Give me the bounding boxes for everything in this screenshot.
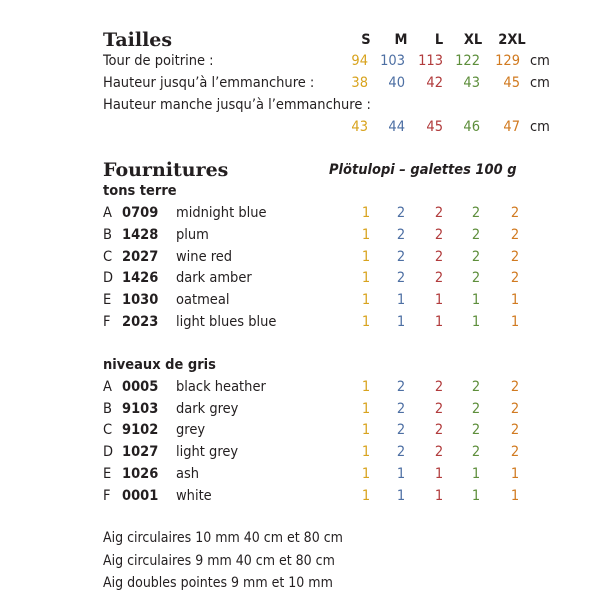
quantity: 1 [434,466,444,482]
unit-label: cm [530,53,550,69]
supplies-title: Fournitures [103,159,229,181]
unit-label: cm [530,75,550,91]
quantity: 1 [361,205,371,221]
quantity: 1 [471,314,481,330]
color-name: oatmeal [176,292,230,309]
size-header-2xl: 2XL [498,32,526,48]
quantity: 2 [510,205,520,221]
color-code: 0709 [122,205,159,221]
quantity: 1 [510,292,520,309]
size-row-label: Hauteur manche jusqu’à l’emmanchure : [103,97,371,113]
quantity: 2 [471,226,481,243]
color-name: plum [176,226,209,243]
color-name: grey [176,422,206,439]
group-heading: tons terre [103,183,177,199]
quantity: 1 [396,314,406,330]
size-value: 44 [388,119,405,135]
color-code: 0005 [122,378,159,395]
color-name: light blues blue [176,314,277,330]
quantity: 2 [471,270,481,287]
quantity: 2 [434,378,444,395]
quantity: 1 [396,292,406,309]
color-letter: D [103,444,114,461]
quantity: 1 [434,292,444,309]
color-letter: C [103,422,113,439]
quantity: 1 [471,487,481,504]
quantity: 1 [396,466,406,482]
color-letter: C [103,248,113,265]
color-code: 9103 [122,400,159,417]
unit-label: cm [530,119,550,135]
size-value: 42 [426,75,443,91]
size-value: 103 [380,53,405,69]
color-code: 1030 [122,292,159,309]
quantity: 2 [510,378,520,395]
size-value: 45 [503,75,520,91]
size-header-xl: XL [463,32,483,48]
quantity: 2 [471,205,481,221]
yarn-name: Plötulopi – galettes 100 g [329,162,517,178]
quantity: 2 [434,270,444,287]
quantity: 2 [434,400,444,417]
sizes-title: Tailles [103,29,173,51]
color-name: white [176,487,212,504]
size-row-label: Tour de poitrine : [103,53,214,69]
color-code: 9102 [122,422,159,439]
size-value: 43 [351,119,368,135]
size-value: 46 [463,119,480,135]
quantity: 2 [396,400,406,417]
color-code: 1027 [122,444,159,461]
quantity: 2 [396,248,406,265]
color-letter: F [103,314,111,330]
color-letter: A [103,205,112,221]
quantity: 1 [361,444,371,461]
quantity: 2 [396,444,406,461]
quantity: 2 [510,422,520,439]
quantity: 2 [434,422,444,439]
quantity: 2 [434,444,444,461]
needle-line: Aig circulaires 10 mm 40 cm et 80 cm [103,530,343,546]
color-name: dark grey [176,400,239,417]
quantity: 1 [361,422,371,439]
quantity: 2 [510,248,520,265]
quantity: 2 [396,422,406,439]
quantity: 1 [471,292,481,309]
group-heading: niveaux de gris [103,356,216,373]
size-header-s: S [361,32,371,48]
color-letter: B [103,400,112,417]
quantity: 1 [361,292,371,309]
color-name: dark amber [176,270,252,287]
quantity: 2 [434,248,444,265]
size-value: 129 [495,53,520,69]
quantity: 2 [471,378,481,395]
quantity: 1 [361,466,371,482]
quantity: 2 [471,400,481,417]
quantity: 2 [510,444,520,461]
size-value: 113 [418,53,443,69]
quantity: 1 [510,487,520,504]
color-name: wine red [176,248,233,265]
quantity: 1 [434,487,444,504]
quantity: 1 [434,314,444,330]
quantity: 2 [510,226,520,243]
quantity: 2 [471,444,481,461]
color-code: 1428 [122,226,159,243]
quantity: 1 [361,248,371,265]
size-value: 122 [455,53,480,69]
color-letter: E [103,292,112,309]
size-row-label: Hauteur jusqu’à l’emmanchure : [103,75,315,91]
quantity: 2 [396,226,406,243]
quantity: 2 [434,205,444,221]
quantity: 2 [471,422,481,439]
quantity: 1 [361,400,371,417]
color-letter: B [103,226,112,243]
quantity: 2 [510,270,520,287]
quantity: 2 [396,378,406,395]
color-code: 0001 [122,487,159,504]
quantity: 1 [361,314,371,330]
size-value: 47 [503,119,520,135]
color-code: 2023 [122,314,159,330]
quantity: 1 [510,466,520,482]
needle-line: Aig doubles pointes 9 mm et 10 mm [103,575,333,591]
quantity: 1 [361,226,371,243]
quantity: 1 [510,314,520,330]
size-value: 94 [351,53,368,69]
quantity: 1 [361,378,371,395]
color-letter: F [103,487,111,504]
quantity: 1 [471,466,481,482]
color-letter: D [103,270,114,287]
color-name: black heather [176,378,266,395]
color-letter: A [103,378,112,395]
color-code: 2027 [122,248,159,265]
size-header-m: M [394,32,408,48]
size-value: 40 [388,75,405,91]
quantity: 1 [396,487,406,504]
size-value: 38 [351,75,368,91]
quantity: 1 [361,270,371,287]
color-letter: E [103,466,112,482]
quantity: 2 [396,205,406,221]
size-header-l: L [434,32,444,48]
needle-line: Aig circulaires 9 mm 40 cm et 80 cm [103,553,335,569]
size-value: 45 [426,119,443,135]
quantity: 2 [396,270,406,287]
color-code: 1426 [122,270,159,287]
quantity: 2 [510,400,520,417]
quantity: 2 [471,248,481,265]
quantity: 1 [361,487,371,504]
size-value: 43 [463,75,480,91]
quantity: 2 [434,226,444,243]
color-code: 1026 [122,466,159,482]
color-name: ash [176,466,200,482]
color-name: midnight blue [176,205,267,221]
color-name: light grey [176,444,239,461]
